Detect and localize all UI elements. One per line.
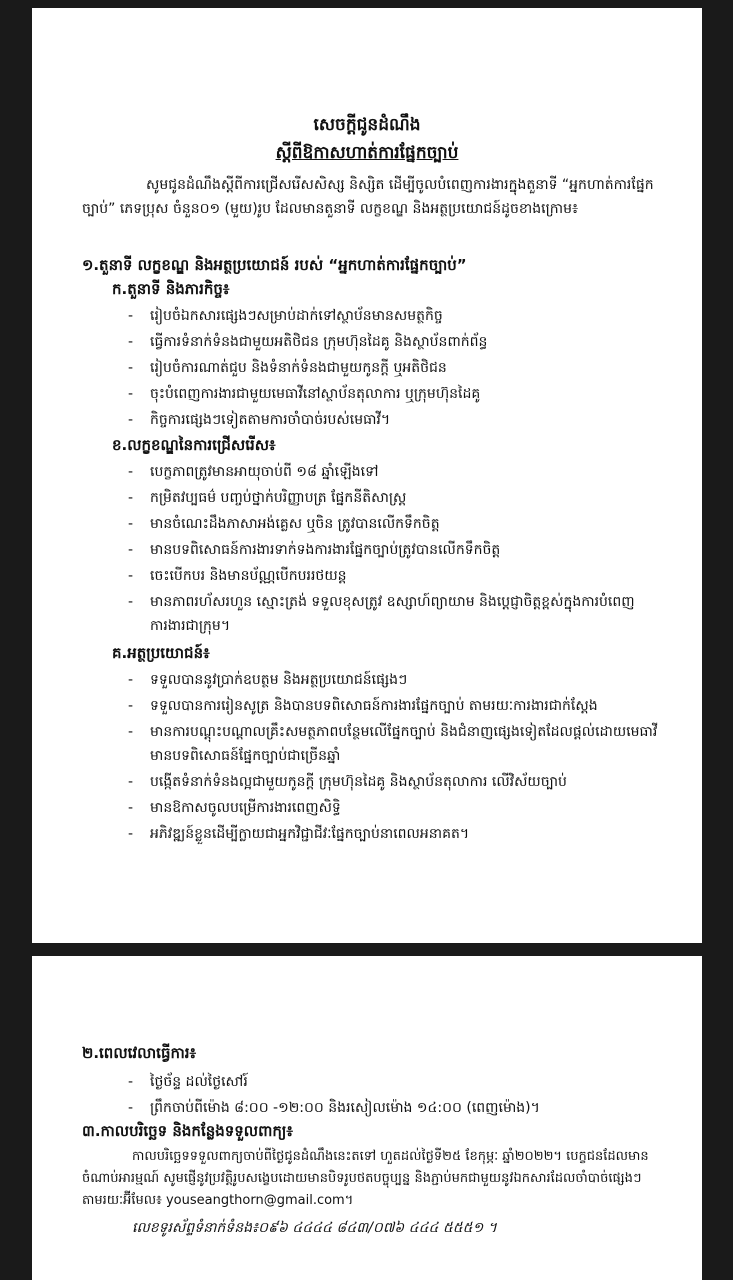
list-item: - មានការបណ្តុះបណ្តាលគ្រឹះសមត្ថភាពបន្ថែមលើផ្នែកច្បាប់ និងជំនាញផ្សេងទៀតដែលផ្តល់ដោយមេធាវីមានបទពិសោធន៍ផ្នែកច្បាប់ជាច្រើនឆ្នាំ bbox=[128, 720, 658, 768]
list-item: - មានឱកាសចូលបម្រើការងារពេញសិទ្ធិ bbox=[128, 796, 658, 820]
requirements-heading: ខ.លក្ខខណ្ឌនៃការជ្រើសរើស៖ bbox=[112, 436, 276, 454]
requirements-list bbox=[128, 460, 658, 640]
list-item: - មានភាពរហ័សរហួន ស្មោះត្រង់ ទទួលខុសត្រូវ ឧស្សាហ៍ព្យាយាម និងប្តេជ្ញាចិត្តខ្ពស់ក្នុងការបំពេញការងារជាក្រុម។ bbox=[128, 590, 658, 638]
duties-heading: ក.តួនាទី និងភារកិច្ច៖ bbox=[112, 280, 230, 298]
intro-paragraph: សូមជូនដំណឹងស្តីពីការជ្រើសរើសសិស្ស និស្សិត ដើម្បីចូលបំពេញការងារក្នុងតួនាទី “អ្នកហាត់ការផ្នែកច្បាប់” ភេទប្រុស ចំនួន០១ (មួយ)រូប ដែលមានតួនាទី លក្ខខណ្ឌ និងអត្ថប្រយោជន៍ដូចខាងក្រោម៖ bbox=[82, 177, 654, 217]
section2-heading: ២.ពេលវេលាធ្វើការ៖ bbox=[82, 1044, 197, 1062]
notice-page-1 bbox=[32, 8, 702, 943]
list-item: - ថ្ងៃច័ន្ទ ដល់ថ្ងៃសៅរ៍ bbox=[128, 1070, 688, 1094]
notice-subtitle: ស្តីពីឱកាសហាត់ការផ្នែកច្បាប់ bbox=[275, 143, 459, 163]
list-item: - រៀបចំការណាត់ជួប និងទំនាក់ទំនងជាមួយកូនក្តី ឬអតិថិជន bbox=[128, 356, 688, 380]
list-item: - កម្រិតវប្បធម៌ បញ្ចប់ថ្នាក់បរិញ្ញាបត្រ ផ្នែកនីតិសាស្ត្រ bbox=[128, 486, 658, 510]
application-paragraph: កាលបរិច្ឆេទទទួលពាក្យចាប់ពីថ្ងៃជូនដំណឹងនេះតទៅ ហួតដល់ថ្ងៃទី២៥ ខែកុម្ភៈ ឆ្នាំ២០២២។ បេក្ខជនដែលមានចំណាប់អារម្មណ៍ សូមផ្ញើនូវប្រវត្តិរូបសង្ខេបដោយមានបិទរូបថតបច្ចុប្បន្ន និងភ្ជាប់មកជាមួយនូវឯកសារដែលចាំបាច់ផ្សេងៗ តាមរយៈអ៊ីមែល៖ youseangthorn@gmail.com។ bbox=[82, 1149, 649, 1208]
list-item: - ចុះបំពេញការងារជាមួយមេធាវីនៅស្ថាប័នតុលាការ ឬក្រុមហ៊ុនដៃគូ bbox=[128, 382, 688, 406]
work-hours-list bbox=[128, 1070, 688, 1122]
list-item: - បេក្ខភាពត្រូវមានអាយុចាប់ពី ១៨ ឆ្នាំឡើងទៅ bbox=[128, 460, 658, 484]
list-item: - បង្កើតទំនាក់ទំនងល្អជាមួយកូនក្តី ក្រុមហ៊ុនដៃគូ និងស្ថាប័នតុលាការ លើវិស័យច្បាប់ bbox=[128, 770, 658, 794]
list-item: - ព្រឹកចាប់ពីម៉ោង ៨:០០ -១២:០០ និងរសៀលម៉ោង ១៤:០០ (ពេញម៉ោង)។ bbox=[128, 1096, 688, 1120]
section3-heading: ៣.កាលបរិច្ឆេទ និងកន្លែងទទួលពាក្យ៖ bbox=[82, 1122, 293, 1140]
notice-page-2 bbox=[32, 956, 702, 1280]
list-item: - អភិវឌ្ឍន៍ខ្លួនដើម្បីក្លាយជាអ្នកវិជ្ជាជីវៈផ្នែកច្បាប់នាពេលអនាគត។ bbox=[128, 822, 658, 846]
list-item: - រៀបចំឯកសារផ្សេងៗសម្រាប់ដាក់ទៅស្ថាប័នមានសមត្ថកិច្ច bbox=[128, 304, 688, 328]
benefits-heading: គ.អត្ថប្រយោជន៍៖ bbox=[112, 644, 210, 662]
list-item: - មានចំណេះដឹងភាសាអង់គ្លេស ឬចិន ត្រូវបានលើកទឹកចិត្ត bbox=[128, 512, 658, 536]
duties-list bbox=[128, 304, 688, 434]
list-item: - ទទួលបាននូវប្រាក់ឧបត្ថម និងអត្ថប្រយោជន៍ផ្សេងៗ bbox=[128, 668, 658, 692]
contact-phone: លេខទូរស័ព្ទទំនាក់ទំនង៖០៩៦ ៤៤៤៤ ៨៤៣/០៧៦ ៤៤៤ ៥៥៥១ ។ bbox=[132, 1220, 497, 1236]
benefits-list bbox=[128, 668, 658, 848]
list-item: - កិច្ចការផ្សេងៗទៀតតាមការចាំបាច់របស់មេធាវី។ bbox=[128, 408, 688, 432]
list-item: - ចេះបើកបរ និងមានប័ណ្ណបើកបររថយន្ត bbox=[128, 564, 658, 588]
list-item: - ទទួលបានការរៀនសូត្រ និងបានបទពិសោធន៍ការងារផ្នែកច្បាប់ តាមរយៈការងារជាក់ស្តែង bbox=[128, 694, 658, 718]
section1-heading: ១.តួនាទី លក្ខខណ្ឌ និងអត្ថប្រយោជន៍ របស់ “អ្នកហាត់ការផ្នែកច្បាប់” bbox=[82, 256, 467, 274]
notice-title: សេចក្តីជូនដំណឹង bbox=[313, 115, 421, 135]
list-item: - មានបទពិសោធន៍ការងារទាក់ទងការងារផ្នែកច្បាប់ត្រូវបានលើកទឹកចិត្ត bbox=[128, 538, 658, 562]
list-item: - ធ្វើការទំនាក់ទំនងជាមួយអតិថិជន ក្រុមហ៊ុនដៃគូ និងស្ថាប័នពាក់ព័ន្ធ bbox=[128, 330, 688, 354]
